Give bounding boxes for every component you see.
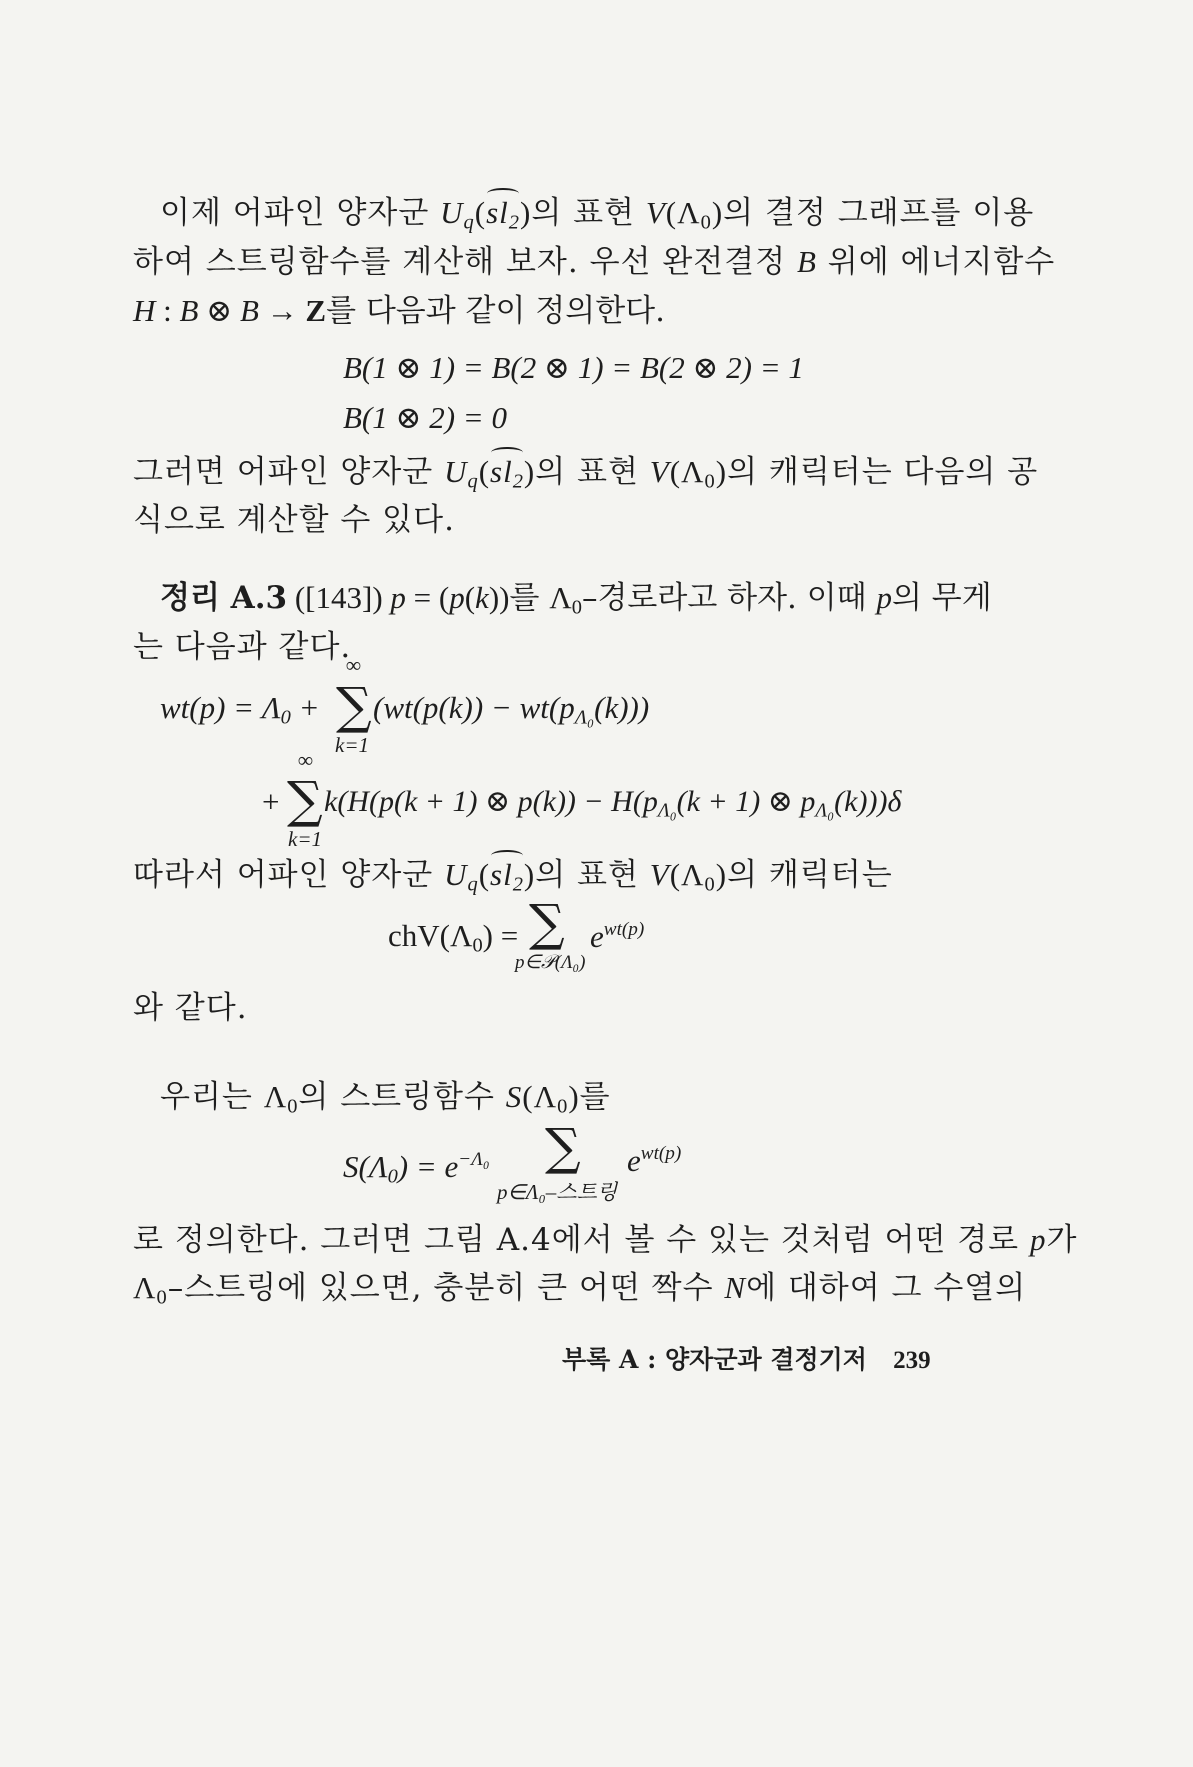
page-footer [562,1340,931,1376]
para3-line1: 따라서 어파인 양자군 $U_q(sl_2)$의 표현 $V(\Lambda_0)$의 캐릭터는 [133,855,893,905]
theorem-line2: 는 다음과 같다. [133,629,352,665]
theorem-line1: 정리 A.3 ([143]) p = (p(k))를 $\Lambda_0-$경로라고 하자. 이때 p의 무게 [160,580,992,619]
para1-line2: 하여 스트링함수를 계산해 보자. 우선 완전결정 B 위에 에너지함수 [133,244,1056,280]
page-number: 239 [893,1347,931,1374]
para6-line1: 로 정의한다. 그러면 그림 A.4에서 볼 수 있는 것처럼 어떤 경로 p가 [133,1222,1078,1258]
sl2-hat: $sl_2$ [486,193,520,243]
theorem-label: 정리 A.3 [160,580,288,616]
para2-line1: 그러면 어파인 양자군 $U_q(sl_2)$의 표현 $V(\Lambda_0)$의 캐릭터는 다음의 공 [133,452,1038,502]
sum1-sigma: ∑ [336,677,372,735]
book-page: 이제 어파인 양자군 $U_q(sl_2)$의 표현 $V(\Lambda_0)$의 결정 그래프를 이용 하여 스트링함수를 계산해 보자. 우선 완전결정 B 위에 에너지함수 H : B ⊗ B → Z를 다음과 같이 정의한다. B(1 ⊗ 1) = B(2 ⊗ 1) = B(2 ⊗ 2) = 1 B(1 ⊗ 2) = 0 그러면 어파인 양자군 $U_q(sl_2)$의 표현 $V(\Lambda_0)$의 캐릭터는 다음의 공 식으로 계산할 수 있다. 정리 A.3 ([143]) p = (p(k))를 $\Lambda_0-$경로라고 하자. 이때 p의 무게 는 다음과 같다. $wt(p) = \Lambda_0$ + ∞ ∑ k=1 $(wt(p(k)) - wt(p_{\Lambda_0}(k)))$ + ∞ ∑ k=1 k(H(p(k + 1) ⊗ $p(k)) - H(p_{\Lambda_0}(k + 1)$ ⊗ $p_{\Lambda_0}(k)))\delta$ 따라서 어파인 양자군 $U_q(sl_2)$의 표현 $V(\Lambda_0)$의 캐릭터는 $chV(\Lambda_0)$ = ∑ p∈𝒫(Λ₀) $e^{wt(p)}$ 와 같다. 우리는 $\Lambda_0$의 스트링함수 $S(\Lambda_0)$를 $S(\Lambda_0) = e^{-\Lambda_0}$ ∑ p∈Λ₀–스트링 $e^{wt(p)}$ 로 정의한다. 그러면 그림 A.4에서 볼 수 있는 것처럼 어떤 경로 p가 $\Lambda_0-$스트링에 있으면, 충분히 큰 어떤 짝수 N에 대하여 그 수열의 부록 A : 양자군과 결정기저 239 [133,195,1078,1374]
sum1-upper: ∞ [346,653,361,677]
equation-b2: B(1 ⊗ 2) = 0 [343,400,507,435]
para1-line1: 이제 어파인 양자군 $U_q(sl_2)$의 표현 $V(\Lambda_0)$의 결정 그래프를 이용 [160,193,1034,243]
para6-line2: $\Lambda_0-$스트링에 있으면, 충분히 큰 어떤 짝수 N에 대하여 그 수열의 [133,1270,1027,1309]
sum1-lower: k=1 [335,733,369,757]
footer-section: 부록 A : 양자군과 결정기저 [562,1345,867,1374]
para2-line2: 식으로 계산할 수 있다. [133,502,455,538]
sum2-sigma: ∑ [287,771,323,829]
sum3-sigma: ∑ [529,894,565,952]
para4: 와 같다. [133,990,248,1026]
equation-b1: B(1 ⊗ 1) = B(2 ⊗ 1) = B(2 ⊗ 2) = 1 [343,350,804,385]
para1-line3: H : B ⊗ B → Z를 다음과 같이 정의한다. [133,293,665,329]
sum4-sigma: ∑ [545,1118,581,1176]
para5: 우리는 $\Lambda_0$의 스트링함수 $S(\Lambda_0)$를 [160,1079,611,1118]
